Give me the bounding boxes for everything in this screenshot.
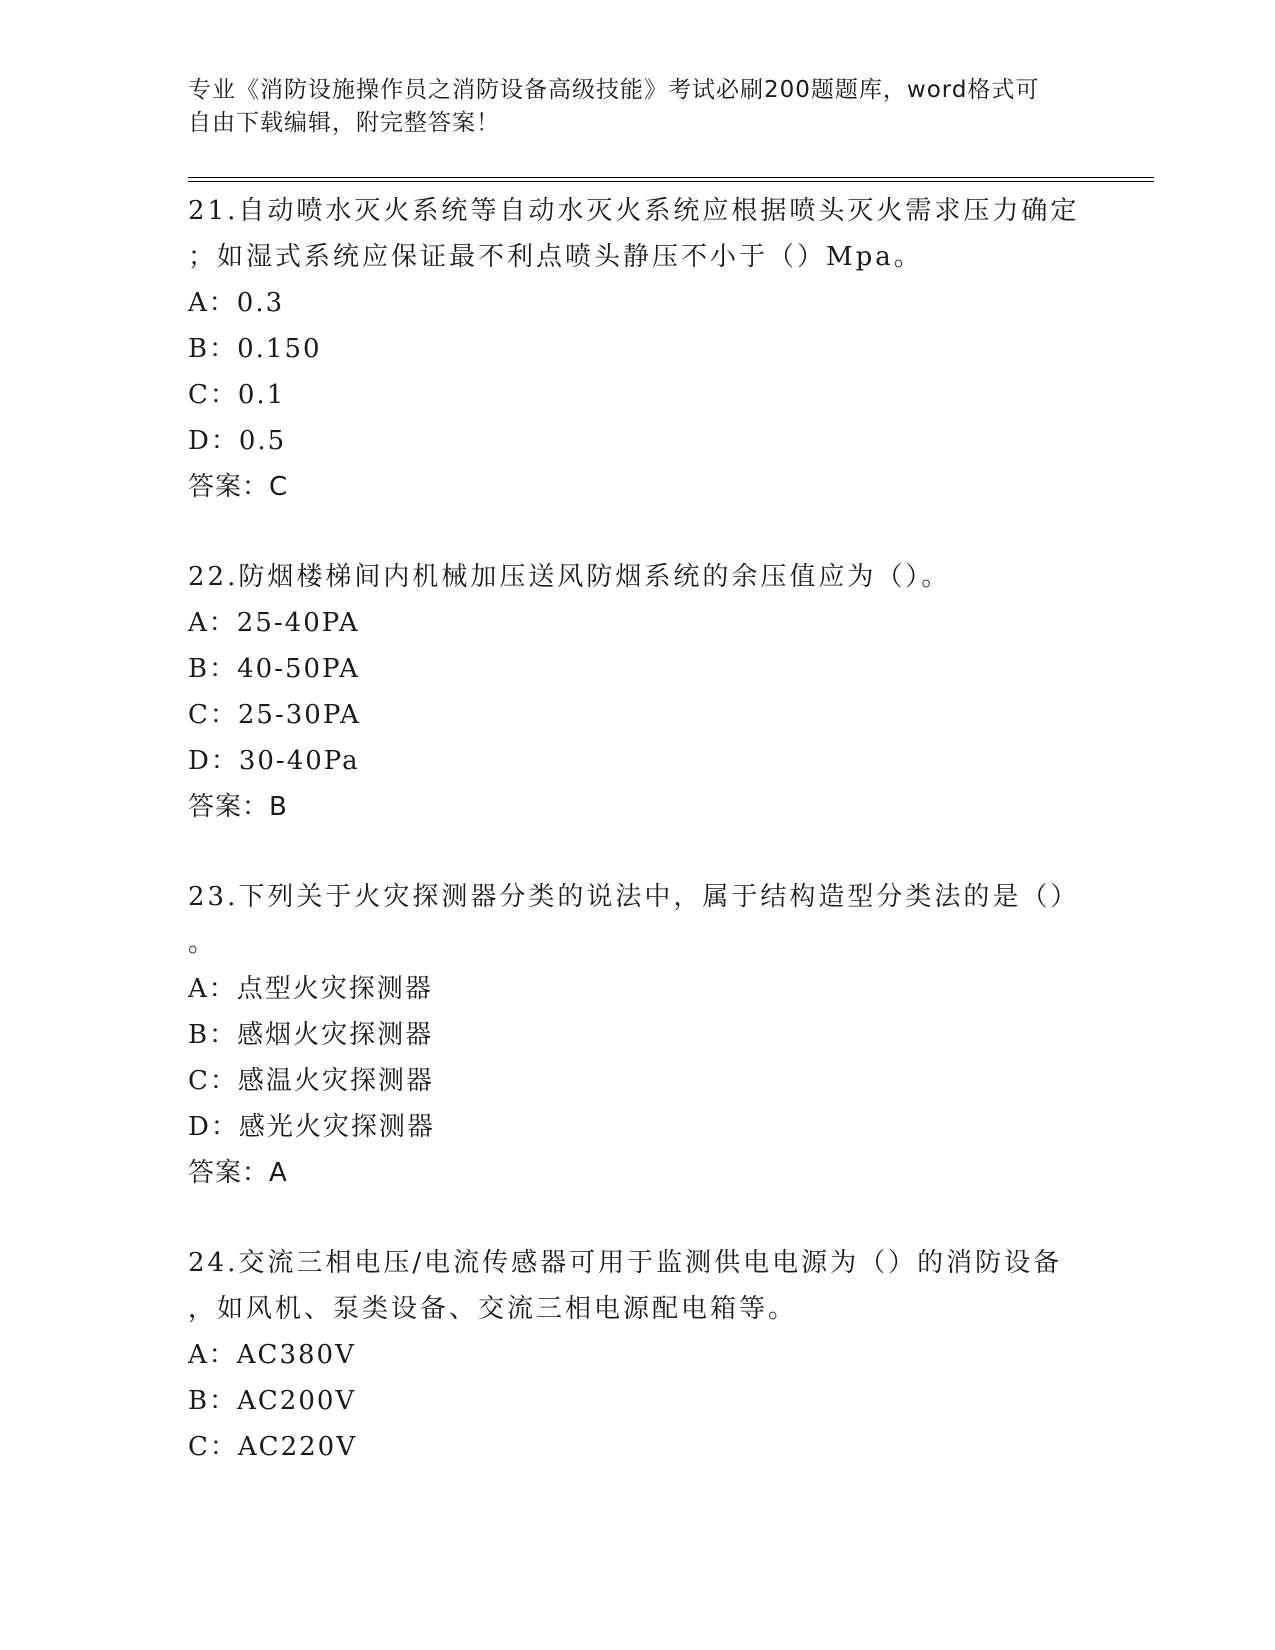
- spacer: [188, 510, 1088, 554]
- option-b: B：40-50PA: [188, 654, 360, 684]
- question-block: [188, 554, 1088, 830]
- header-line: 专业《消防设施操作员之消防设备高级技能》考试必刷200题题库，word格式可: [188, 77, 1040, 103]
- question-block: [188, 188, 1088, 510]
- question-text: 22.防烟楼梯间内机械加压送风防烟系统的余压值应为（）。: [188, 562, 951, 592]
- option-c: C：25-30PA: [188, 700, 361, 730]
- spacer: [188, 1196, 1088, 1240]
- option-a: A：AC380V: [188, 1340, 356, 1370]
- option-a: A：点型火灾探测器: [188, 974, 433, 1004]
- question-text: 23.下列关于火灾探测器分类的说法中，属于结构造型分类法的是（）: [188, 882, 1080, 912]
- question-text: ；如湿式系统应保证最不利点喷头静压不小于（）Mpa。: [188, 242, 923, 272]
- header-line: 自由下载编辑，附完整答案！: [188, 110, 500, 136]
- option-d: D：0.5: [188, 426, 287, 456]
- header-divider-bottom: [188, 181, 1154, 182]
- question-text: 21.自动喷水灭火系统等自动水灭火系统应根据喷头灭火需求压力确定: [188, 196, 1080, 226]
- question-list: [188, 188, 1088, 1470]
- option-c: C：AC220V: [188, 1432, 357, 1462]
- answer-line: 答案：A: [188, 1158, 288, 1188]
- option-c: C：感温火灾探测器: [188, 1066, 434, 1096]
- header-divider-top: [188, 177, 1154, 178]
- option-d: D：30-40Pa: [188, 746, 360, 776]
- option-d: D：感光火灾探测器: [188, 1112, 435, 1142]
- option-b: B：0.150: [188, 334, 322, 364]
- option-b: B：感烟火灾探测器: [188, 1020, 434, 1050]
- question-text: 24.交流三相电压/电流传感器可用于监测供电电源为（）的消防设备: [188, 1248, 1063, 1278]
- question-text: ，如风机、泵类设备、交流三相电源配电箱等。: [188, 1294, 798, 1324]
- question-text: 。: [188, 928, 218, 958]
- option-b: B：AC200V: [188, 1386, 357, 1416]
- answer-line: 答案：B: [188, 792, 288, 822]
- option-a: A：0.3: [188, 288, 285, 318]
- option-c: C：0.1: [188, 380, 286, 410]
- question-block: [188, 1240, 1088, 1470]
- question-block: [188, 874, 1088, 1196]
- option-a: A：25-40PA: [188, 608, 360, 638]
- answer-line: 答案：C: [188, 472, 289, 502]
- spacer: [188, 830, 1088, 874]
- document-header: [188, 74, 1088, 140]
